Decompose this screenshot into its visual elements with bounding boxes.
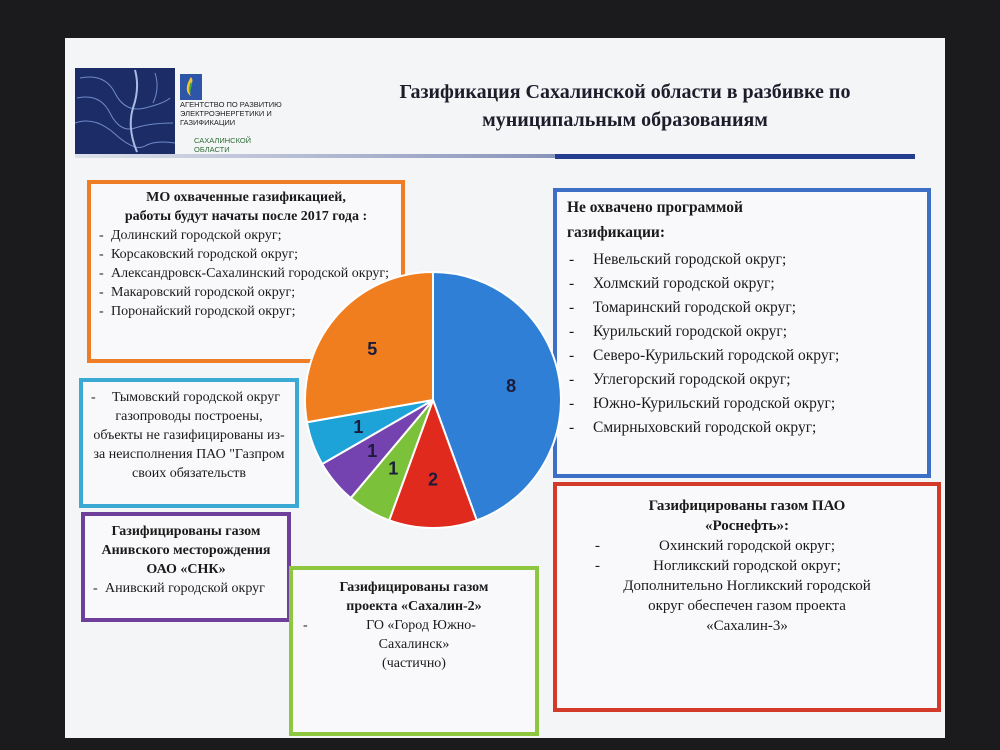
box-text: газопроводы построены, bbox=[115, 409, 263, 424]
box-text: объекты не газифицированы из- bbox=[93, 428, 285, 443]
box-text: за неисполнения ПАО "Газпром bbox=[93, 447, 285, 462]
agency-region-line: ОБЛАСТИ bbox=[194, 145, 230, 154]
box-note: округ обеспечен газом проекта bbox=[648, 598, 846, 614]
box-header: МО охваченные газификацией, bbox=[146, 190, 346, 205]
pie-slice-label: 5 bbox=[367, 338, 378, 359]
box-header: проекта «Сахалин-2» bbox=[346, 599, 482, 614]
pie-slice-label: 1 bbox=[353, 417, 364, 438]
list-item: - Поронайский городской округ; bbox=[97, 302, 395, 321]
box-header: Газифицированы газом ПАО bbox=[648, 498, 846, 514]
box-header: Анивского месторождения bbox=[101, 543, 271, 558]
box-text: Сахалинск» bbox=[378, 637, 450, 652]
list-item: - Невельский городской округ; bbox=[567, 248, 917, 272]
box-header: Газифицированы газом bbox=[339, 580, 489, 595]
box-note: (частично) bbox=[382, 656, 446, 671]
list-item: - Охинский городской округ; bbox=[565, 536, 929, 556]
pie-slice-label: 1 bbox=[388, 458, 399, 479]
list-item: - Томаринский городской округ; bbox=[567, 296, 917, 320]
list-item: - Александровск-Сахалинский городской округ; bbox=[97, 264, 395, 283]
box-note: «Сахалин-3» bbox=[706, 618, 788, 634]
box-header: Газифицированы газом bbox=[111, 524, 261, 539]
page-title-line: муниципальным образованиям bbox=[482, 109, 768, 131]
pie-slice-label: 2 bbox=[427, 469, 439, 490]
list-item: - Смирныховский городской округ; bbox=[567, 416, 917, 440]
list-item: - Северо-Курильский городской округ; bbox=[567, 344, 917, 368]
list-item: - Ногликский городской округ; bbox=[565, 556, 929, 576]
pie-slice-label: 8 bbox=[506, 376, 517, 397]
page-title-line: Газификация Сахалинской области в разбивке по bbox=[399, 81, 851, 103]
box-note: Дополнительно Ногликский городской bbox=[623, 578, 871, 594]
box-text: своих обязательств bbox=[132, 466, 246, 481]
box-header: газификации: bbox=[567, 224, 666, 241]
agency-name-line: ЭЛЕКТРОЭНЕРГЕТИКИ И bbox=[180, 109, 272, 118]
pie-slice-label: 1 bbox=[367, 441, 378, 462]
list-item: - Курильский городской округ; bbox=[567, 320, 917, 344]
list-item: - Долинский городской округ; bbox=[97, 226, 395, 245]
list-item: - Макаровский городской округ; bbox=[97, 283, 395, 302]
box-header: работы будут начаты после 2017 года : bbox=[124, 209, 368, 224]
list-item: - Холмский городской округ; bbox=[567, 272, 917, 296]
agency-name-line: ГАЗИФИКАЦИИ bbox=[180, 118, 236, 127]
list-item: - Анивский городской округ bbox=[91, 579, 281, 598]
list-item: - ГО «Город Южно- bbox=[301, 616, 527, 635]
list-item: - Корсаковский городской округ; bbox=[97, 245, 395, 264]
box-header: Не охвачено программой bbox=[567, 199, 743, 216]
list-item: - Южно-Курильский городской округ; bbox=[567, 392, 917, 416]
list-item: - Углегорский городской округ; bbox=[567, 368, 917, 392]
agency-name-line: АГЕНТСТВО ПО РАЗВИТИЮ bbox=[180, 100, 282, 109]
pie-chart bbox=[65, 38, 945, 738]
box-header: «Роснефть»: bbox=[704, 518, 790, 534]
list-item: - Тымовский городской округ bbox=[89, 388, 289, 407]
slide bbox=[65, 38, 945, 738]
box-header: ОАО «СНК» bbox=[146, 562, 226, 577]
agency-region-line: САХАЛИНСКОЙ bbox=[194, 136, 252, 145]
